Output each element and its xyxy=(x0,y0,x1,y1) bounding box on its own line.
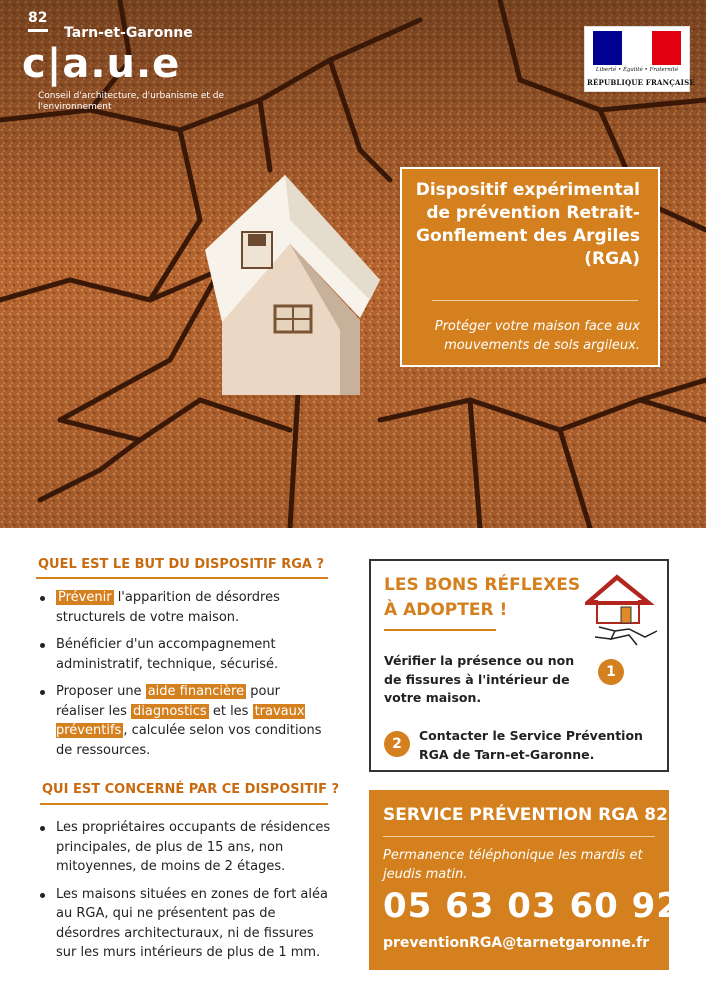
service-permanence: Permanence téléphonique les mardis et jeudis matin. xyxy=(383,848,643,882)
republic-name: RÉPUBLIQUE FRANÇAISE xyxy=(587,78,695,87)
purpose-list xyxy=(38,588,328,768)
marianne-flag-icon xyxy=(593,31,681,65)
dept-number: 82 xyxy=(28,10,48,26)
reflexes-title-line1: LES BONS RÉFLEXES xyxy=(384,575,581,595)
list-item xyxy=(38,682,328,760)
step1-number-badge: 1 xyxy=(598,659,624,685)
hero-title: Dispositif expérimental de prévention Retrait-Gonflement des Argiles (RGA) xyxy=(415,180,640,269)
highlight-prevenir: Prévenir xyxy=(58,590,112,605)
section1-heading: QUEL EST LE BUT DU DISPOSITIF RGA ? xyxy=(38,557,325,572)
reflex-step2-text: Contacter le Service Prévention RGA de Tarn-et-Garonne. xyxy=(419,728,643,762)
section1-heading-rule xyxy=(36,577,328,579)
republique-francaise-logo xyxy=(584,26,695,92)
section2-heading-rule xyxy=(40,803,328,805)
logo-bar xyxy=(28,29,48,32)
service-contact-box xyxy=(369,790,681,970)
step2-number-badge: 2 xyxy=(384,731,410,757)
highlight-travaux-preventifs: travaux préventifs xyxy=(56,703,305,738)
list-item: Les maisons situées en zones de fort aléa au RGA, qui ne présentent pas de désordres architecturaux, ni de fissures sur les murs intérieurs de plus de 1 mm. xyxy=(38,885,338,963)
list-item-text: Proposer une xyxy=(56,684,146,699)
service-phone-number[interactable]: 05 63 03 60 92 xyxy=(383,886,681,926)
list-item-text: et les xyxy=(208,703,253,719)
hero-tagline: Protéger votre maison face aux mouvements de sols argileux. xyxy=(434,319,640,353)
title-divider xyxy=(432,300,638,301)
caue-subtitle: Conseil d'architecture, d'urbanisme et de l'environnement xyxy=(38,91,225,112)
list-item-text: l'apparition de désordres structurels de votre maison. xyxy=(56,590,280,625)
reflexes-title-line2: À ADOPTER ! xyxy=(384,600,508,620)
highlight-diagnostics: diagnostics xyxy=(133,703,207,719)
caue-logo: c|a.u.e xyxy=(22,41,181,87)
reflexes-title-rule xyxy=(384,629,496,631)
list-item-text: , calculée selon vos conditions de ressources. xyxy=(56,723,322,758)
service-email-link[interactable]: preventionRGA@tarnetgaronne.fr xyxy=(383,935,650,951)
section2-heading: QUI EST CONCERNÉ PAR CE DISPOSITIF ? xyxy=(42,782,340,797)
list-item xyxy=(38,588,328,627)
dept-name: Tarn-et-Garonne xyxy=(64,25,193,41)
list-item xyxy=(38,635,328,674)
cracked-house-icon xyxy=(585,571,661,649)
republic-motto: Liberté • Égalité • Fraternité xyxy=(595,67,679,73)
service-divider xyxy=(383,836,655,837)
good-reflexes-box xyxy=(369,559,669,772)
hero-title-box xyxy=(400,167,660,367)
service-title: SERVICE PRÉVENTION RGA 82 xyxy=(383,805,668,825)
list-item-text: Bénéficier d'un accompagnement administratif, technique, sécurisé. xyxy=(56,637,279,672)
highlight-aide-financiere: aide financière xyxy=(147,684,245,699)
list-item: Les propriétaires occupants de résidences principales, de plus de 15 ans, non mitoyennes, de moins de 2 étages. xyxy=(38,818,338,877)
list-item-text: pour réaliser les xyxy=(56,684,281,719)
reflex-step1-text: Vérifier la présence ou non de fissures à l'intérieur de votre maison. xyxy=(384,653,575,705)
eligibility-list xyxy=(38,818,338,971)
reflexes-title xyxy=(384,573,580,623)
